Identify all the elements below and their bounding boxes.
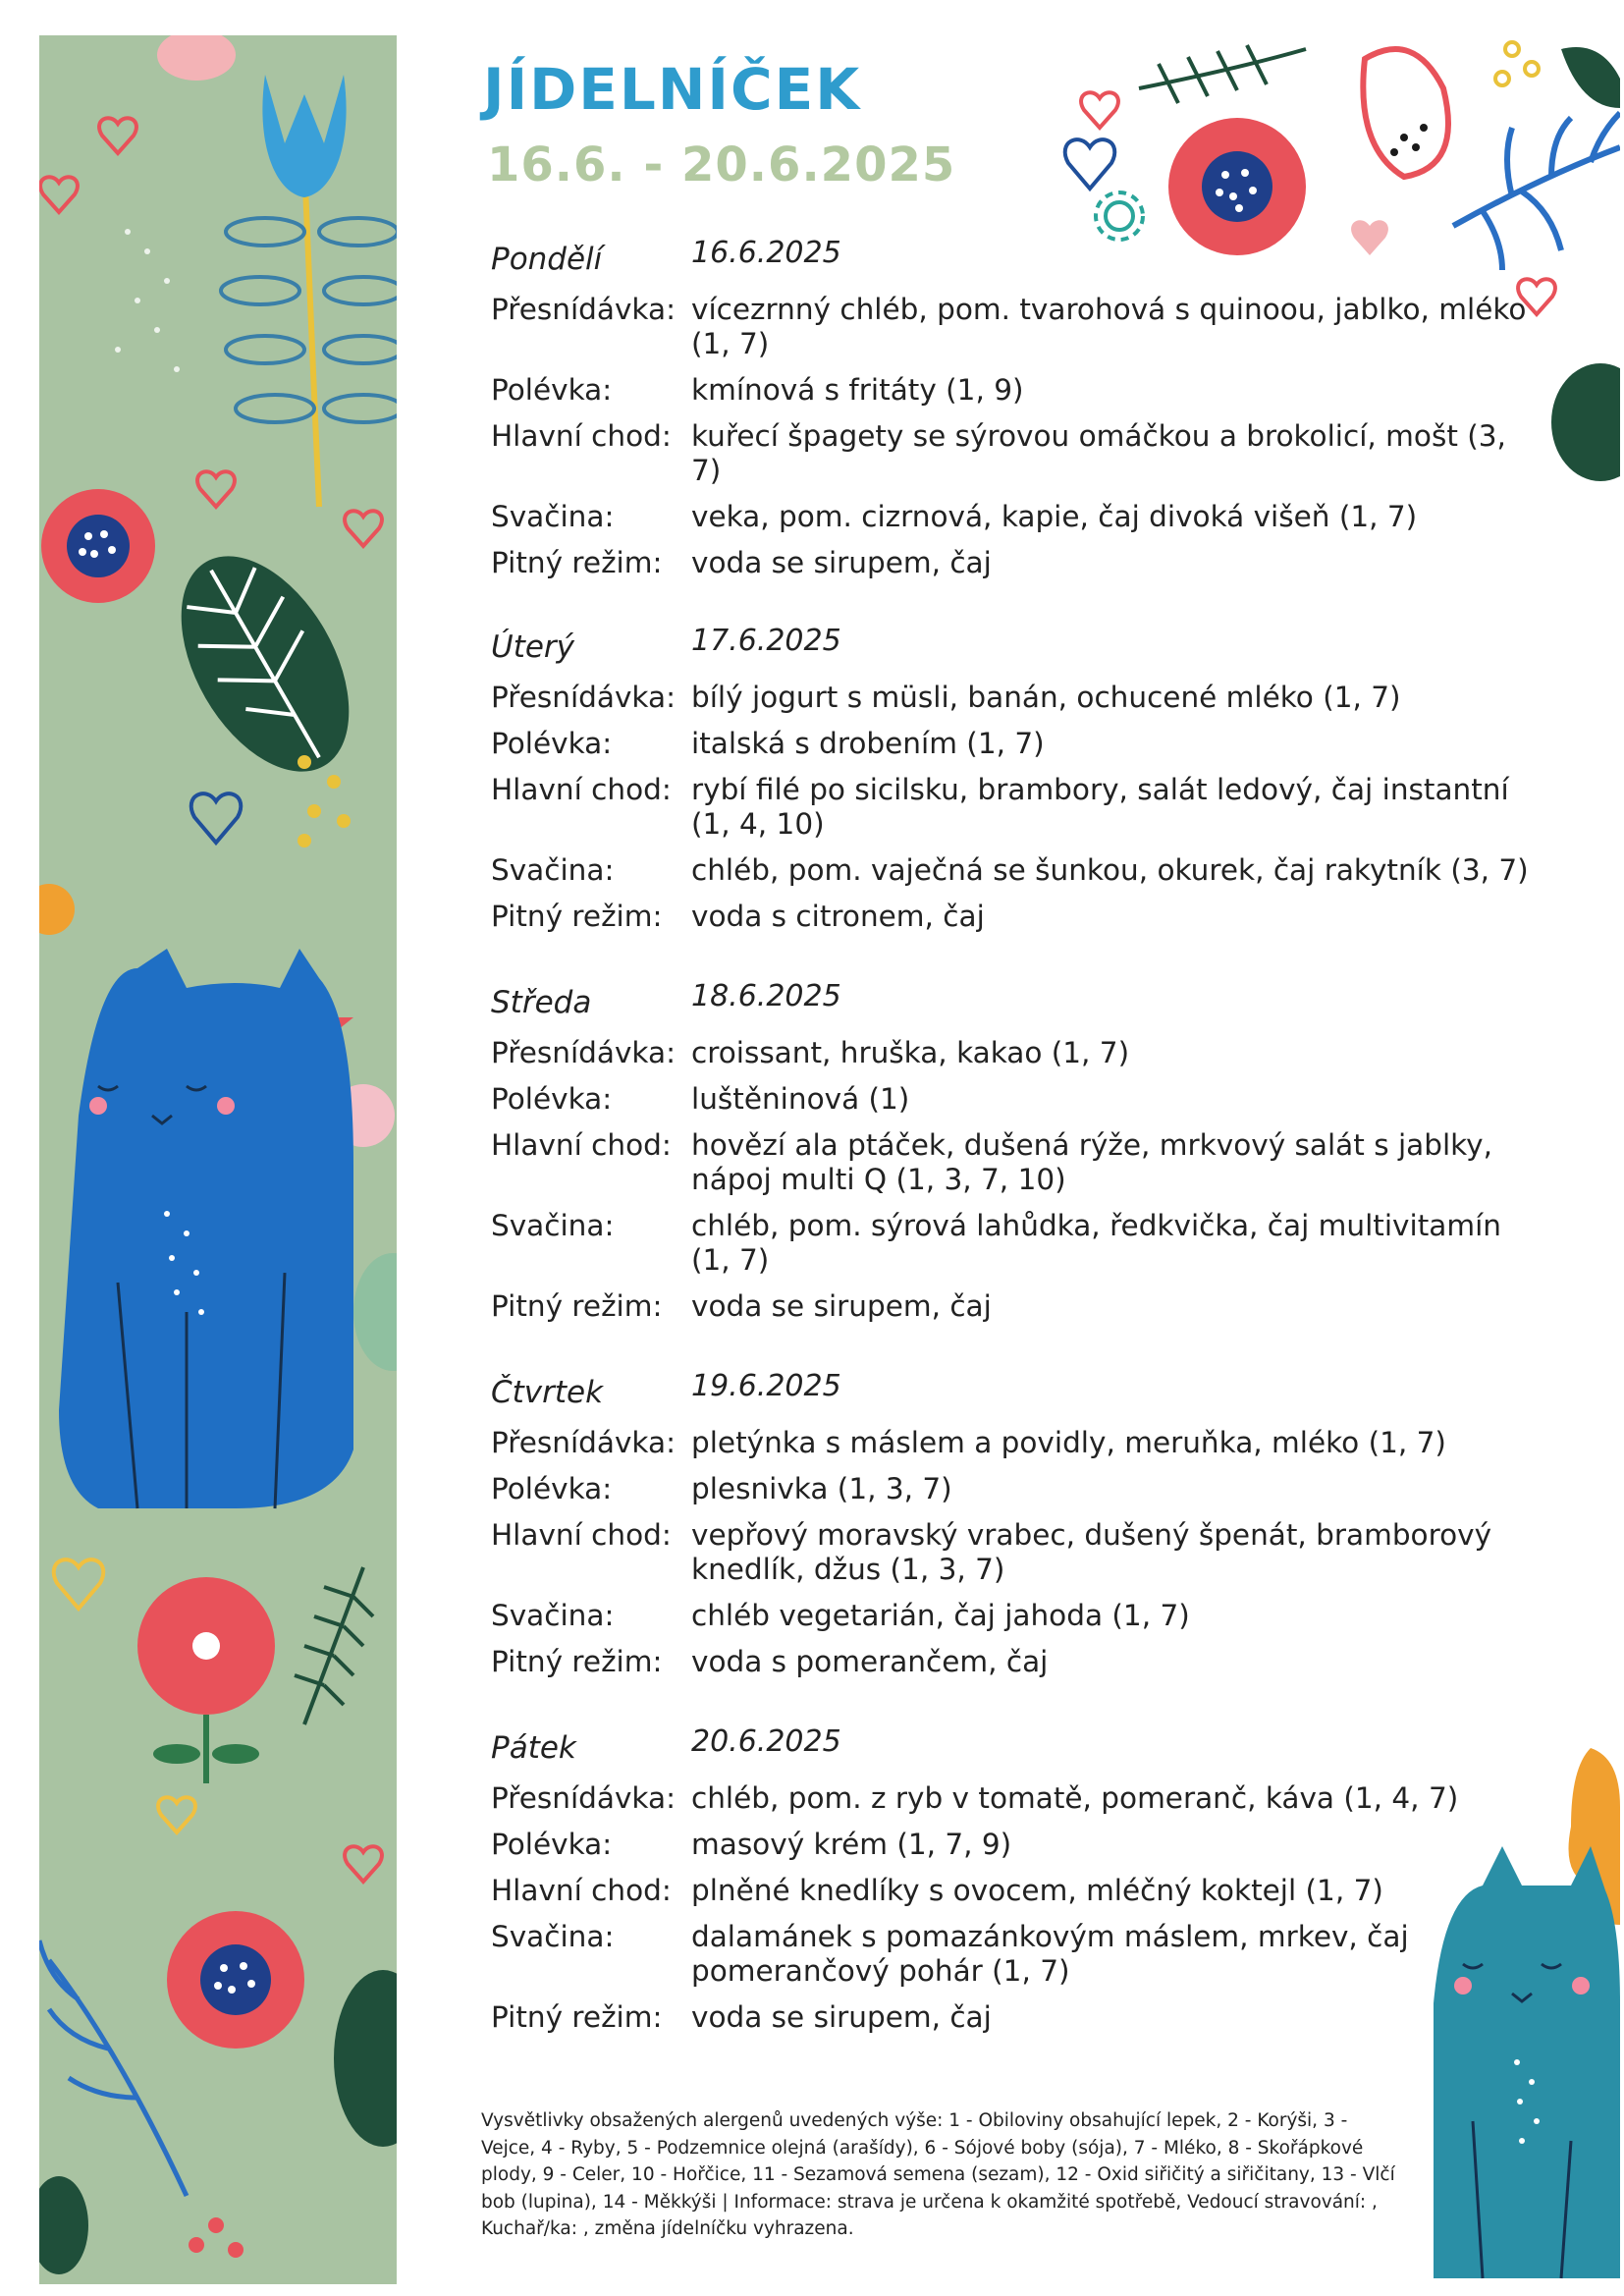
meal-row xyxy=(491,900,1551,934)
meal-row xyxy=(491,1036,1551,1070)
day-date: 17.6.2025 xyxy=(691,624,841,658)
meal-text: voda se sirupem, čaj xyxy=(691,1289,992,1323)
meal-row xyxy=(491,1128,1551,1197)
meal-label: Polévka: xyxy=(491,1082,613,1116)
day-header xyxy=(491,236,1551,293)
meal-text: croissant, hruška, kakao (1, 7) xyxy=(691,1036,1130,1069)
day-name: Pondělí xyxy=(491,242,603,277)
meal-row xyxy=(491,1518,1551,1587)
meal-row xyxy=(491,373,1551,408)
day-header xyxy=(491,1369,1551,1426)
meal-label: Pitný režim: xyxy=(491,2000,663,2034)
day-name: Čtvrtek xyxy=(491,1375,604,1410)
meal-text: kmínová s fritáty (1, 9) xyxy=(691,373,1024,407)
meal-text: masový krém (1, 7, 9) xyxy=(691,1828,1012,1861)
day-name: Úterý xyxy=(491,629,575,665)
meal-row xyxy=(491,293,1551,361)
meal-label: Polévka: xyxy=(491,1472,613,1505)
meal-text: chléb, pom. sýrová lahůdka, ředkvička, čaj multivitamín (1, 7) xyxy=(691,1209,1501,1277)
meal-row xyxy=(491,1645,1551,1679)
meal-label: Přesnídávka: xyxy=(491,1426,677,1459)
meal-text: vepřový moravský vrabec, dušený špenát, bramborový knedlík, džus (1, 3, 7) xyxy=(691,1518,1492,1586)
meal-row xyxy=(491,1599,1551,1633)
meal-label: Hlavní chod: xyxy=(491,1874,672,1907)
meal-label: Přesnídávka: xyxy=(491,1781,677,1815)
meal-row xyxy=(491,681,1551,715)
meal-text: chléb, pom. vaječná se šunkou, okurek, čaj rakytník (3, 7) xyxy=(691,853,1529,887)
meal-text: hovězí ala ptáček, dušená rýže, mrkvový salát s jablky, nápoj multi Q (1, 3, 7, 10) xyxy=(691,1128,1493,1196)
meal-row xyxy=(491,853,1551,888)
meal-label: Hlavní chod: xyxy=(491,1518,672,1552)
meal-label: Svačina: xyxy=(491,1920,615,1953)
meal-row xyxy=(491,1289,1551,1324)
meal-label: Pitný režim: xyxy=(491,1289,663,1323)
day-section-friday xyxy=(491,1724,1551,2047)
meal-text: chléb, pom. z ryb v tomatě, pomeranč, káva (1, 4, 7) xyxy=(691,1781,1459,1815)
meal-text: voda s citronem, čaj xyxy=(691,900,985,933)
day-date: 19.6.2025 xyxy=(691,1369,841,1403)
meal-label: Hlavní chod: xyxy=(491,773,672,806)
day-section-thursday xyxy=(491,1369,1551,1691)
day-header xyxy=(491,979,1551,1036)
meal-row xyxy=(491,1828,1551,1862)
meal-label: Pitný režim: xyxy=(491,546,663,579)
meal-row xyxy=(491,1472,1551,1506)
meal-label: Polévka: xyxy=(491,373,613,407)
meal-row xyxy=(491,1920,1551,1989)
meal-row xyxy=(491,773,1551,842)
page-title: JÍDELNÍČEK xyxy=(483,56,862,123)
meal-label: Polévka: xyxy=(491,727,613,760)
meal-text: bílý jogurt s müsli, banán, ochucené mléko (1, 7) xyxy=(691,681,1401,714)
meal-row xyxy=(491,1781,1551,1816)
week-date-range: 16.6. - 20.6.2025 xyxy=(487,137,956,192)
meal-label: Polévka: xyxy=(491,1828,613,1861)
meal-row xyxy=(491,546,1551,580)
meal-label: Přesnídávka: xyxy=(491,681,677,714)
meal-row xyxy=(491,1426,1551,1460)
day-date: 16.6.2025 xyxy=(691,236,841,270)
meal-text: dalamánek s pomazánkovým máslem, mrkev, čaj pomerančový pohár (1, 7) xyxy=(691,1920,1409,1988)
meal-text: veka, pom. cizrnová, kapie, čaj divoká višeň (1, 7) xyxy=(691,500,1418,533)
day-header xyxy=(491,624,1551,681)
decorative-pattern-illustration xyxy=(39,35,397,2284)
meal-label: Pitný režim: xyxy=(491,900,663,933)
meal-label: Hlavní chod: xyxy=(491,419,672,453)
meal-label: Svačina: xyxy=(491,500,615,533)
meal-text: chléb vegetarián, čaj jahoda (1, 7) xyxy=(691,1599,1190,1632)
meal-row xyxy=(491,419,1551,488)
meal-label: Přesnídávka: xyxy=(491,293,677,326)
meal-text: voda s pomerančem, čaj xyxy=(691,1645,1049,1678)
day-name: Středa xyxy=(491,985,592,1020)
day-date: 20.6.2025 xyxy=(691,1724,841,1759)
day-section-tuesday xyxy=(491,624,1551,946)
meal-text: rybí filé po sicilsku, brambory, salát ledový, čaj instantní (1, 4, 10) xyxy=(691,773,1509,841)
day-section-wednesday xyxy=(491,979,1551,1336)
meal-row xyxy=(491,1874,1551,1908)
meal-label: Svačina: xyxy=(491,1209,615,1242)
meal-label: Svačina: xyxy=(491,1599,615,1632)
meal-text: plesnivka (1, 3, 7) xyxy=(691,1472,952,1505)
meal-label: Hlavní chod: xyxy=(491,1128,672,1162)
decorative-side-panel xyxy=(39,35,397,2284)
meal-row xyxy=(491,1209,1551,1278)
meal-row xyxy=(491,500,1551,534)
meal-row xyxy=(491,727,1551,761)
meal-text: luštěninová (1) xyxy=(691,1082,910,1116)
meal-text: voda se sirupem, čaj xyxy=(691,546,992,579)
meal-label: Pitný režim: xyxy=(491,1645,663,1678)
day-header xyxy=(491,1724,1551,1781)
meal-text: voda se sirupem, čaj xyxy=(691,2000,992,2034)
day-name: Pátek xyxy=(491,1730,576,1766)
day-date: 18.6.2025 xyxy=(691,979,841,1013)
meal-text: vícezrnný chléb, pom. tvarohová s quinoou, jablko, mléko (1, 7) xyxy=(691,293,1527,360)
meal-row xyxy=(491,2000,1551,2035)
meal-row xyxy=(491,1082,1551,1117)
allergen-legend: Vysvětlivky obsažených alergenů uvedených výše: 1 - Obiloviny obsahující lepek, 2 - Korýši, 3 - Vejce, 4 - Ryby, 5 - Podzemnice olejná (arašídy), 6 - Sójové boby (sója), 7 - Mléko, 8 - Skořápkové plody, 9 - Celer, 10 - Hořčice, 11 - Sezamová semena (sezam), 12 - Oxid siřičitý a siřičitany, 13 - Vlčí bob (lupina), 14 - Měkkýši | Informace: strava je určena k okamžité spotřebě, Vedoucí stravování: , Kuchař/ka: , změna jídelníčku vyhrazena. xyxy=(481,2110,1395,2239)
meal-text: plněné knedlíky s ovocem, mléčný koktejl (1, 7) xyxy=(691,1874,1383,1907)
meal-text: pletýnka s máslem a povidly, meruňka, mléko (1, 7) xyxy=(691,1426,1446,1459)
meal-label: Svačina: xyxy=(491,853,615,887)
meal-text: kuřecí špagety se sýrovou omáčkou a brokolicí, mošt (3, 7) xyxy=(691,419,1506,487)
meal-label: Přesnídávka: xyxy=(491,1036,677,1069)
meal-text: italská s drobením (1, 7) xyxy=(691,727,1045,760)
day-section-monday xyxy=(491,236,1551,592)
